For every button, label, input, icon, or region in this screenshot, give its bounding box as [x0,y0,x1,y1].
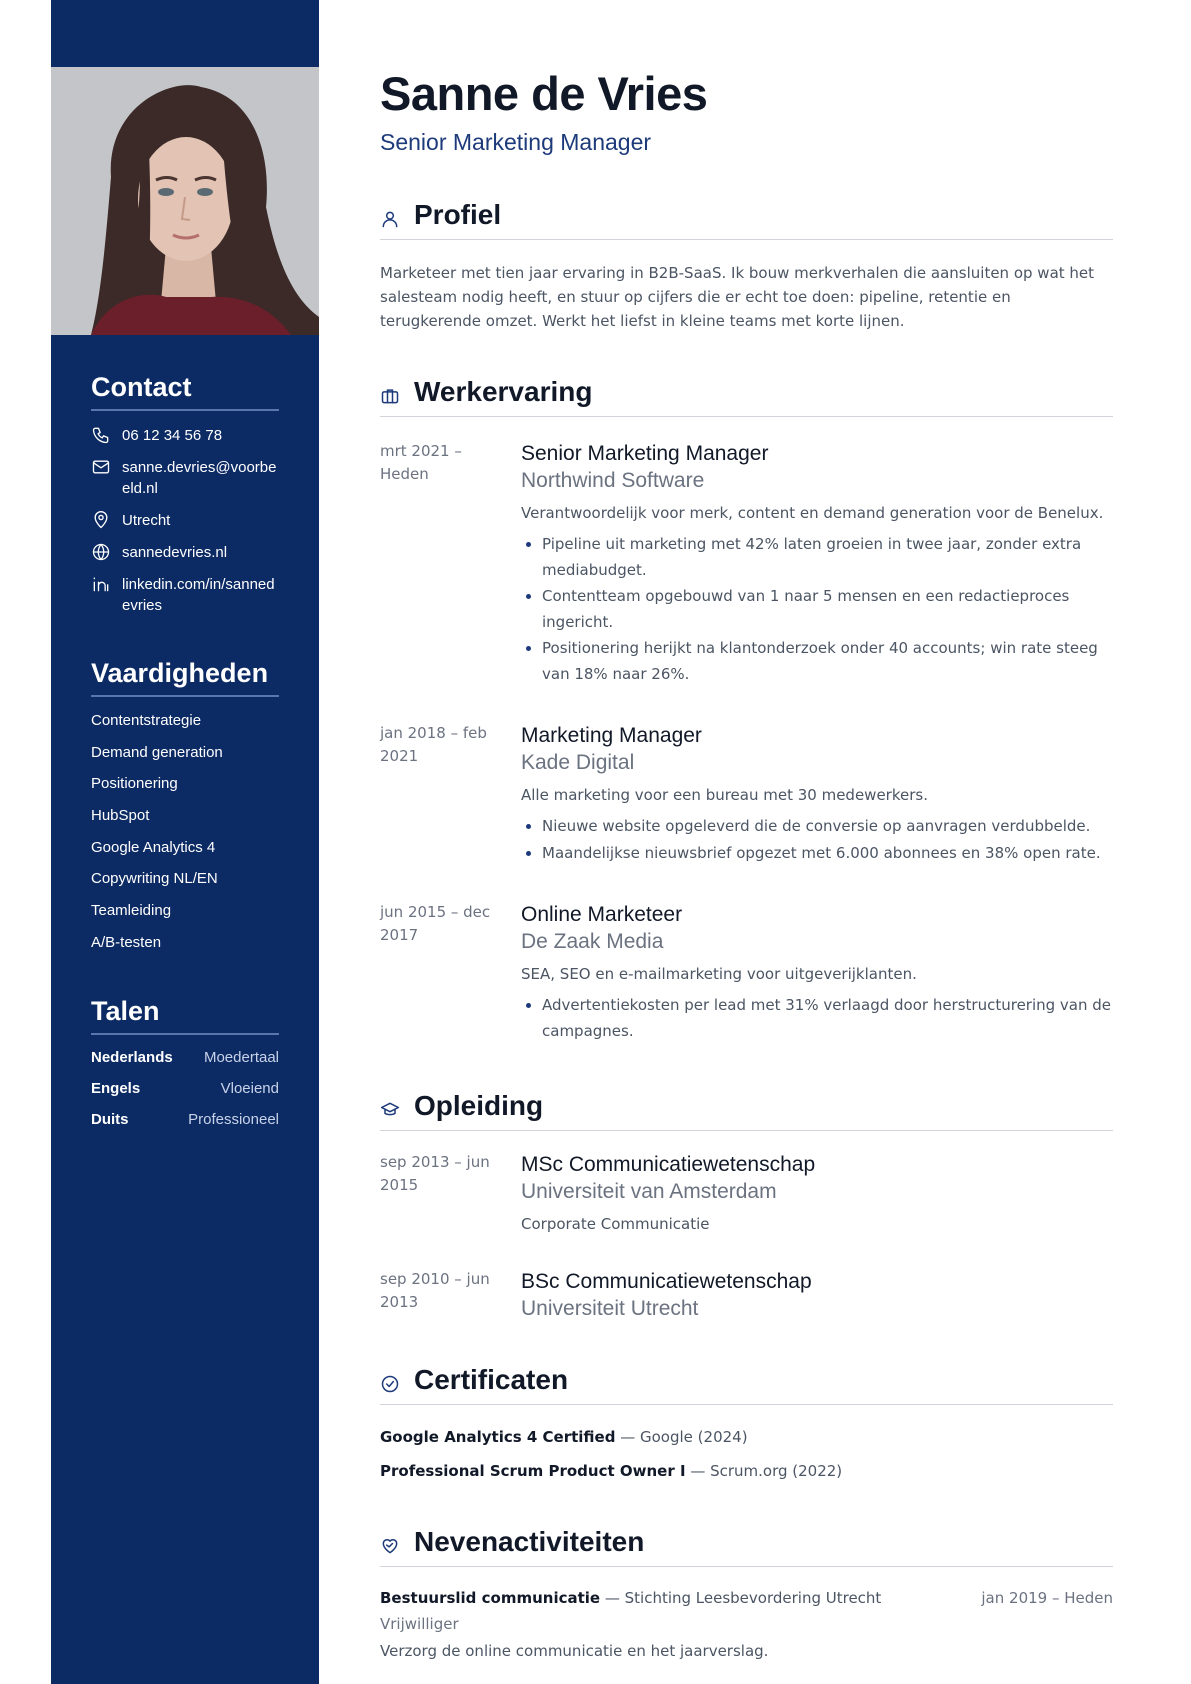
linkedin-icon [91,574,111,594]
education-heading [380,1090,1113,1131]
job-title: Online Marketeer [521,903,683,926]
activity-role: Bestuurslid communicatie [380,1589,601,1607]
skill-item: Demand generation [91,743,223,761]
achievement-item: • Advertentiekosten per lead met 31% verlaagd door herstructurering van de campagnes. [542,993,1113,1044]
side-activities-title: Nevenactiviteiten [414,1526,645,1557]
language-row [91,1080,279,1097]
education-title: Opleiding [414,1090,544,1121]
language-level: Professioneel [188,1111,279,1128]
contact-location [91,510,279,531]
skill-item: Positionering [91,775,178,793]
user-icon [380,209,400,229]
entry-date: sep 2013 – jun 2015 [380,1153,490,1194]
person-role: Senior Marketing Manager [380,129,652,155]
school-name: Universiteit van Amsterdam [521,1180,777,1203]
experience-heading [380,376,1113,417]
degree-title: MSc Communicatiewetenschap [521,1153,816,1176]
language-name: Duits [91,1111,129,1128]
achievement-item: • Maandelijkse nieuwsbrief opgezet met 6.000 abonnees en 38% open rate. [542,841,1113,867]
certificate-item [380,1428,748,1446]
company-name: De Zaak Media [521,930,664,953]
entry-date: mrt 2021 – Heden [380,442,462,483]
activity-date: jan 2019 – Heden [981,1589,1113,1607]
contact-location-text: Utrecht [122,512,171,529]
briefcase-icon [380,386,400,406]
company-name: Northwind Software [521,469,705,492]
activity-type: Vrijwilliger [380,1615,459,1633]
contact-website-text: sannedevries.nl [122,544,228,561]
job-description: Verantwoordelijk voor merk, content en demand generation voor de Benelux. [521,504,1104,522]
skills-section [91,658,279,965]
skill-item: Teamleiding [91,902,172,920]
skill-item: Copywriting NL/EN [91,870,218,888]
entry-date: jun 2015 – dec 2017 [380,903,491,944]
degree-title: BSc Communicatiewetenschap [521,1270,812,1293]
company-name: Kade Digital [521,751,635,774]
school-name: Universiteit Utrecht [521,1297,699,1320]
side-activity-item [380,1589,1113,1607]
location-icon [91,510,111,530]
achievement-item: • Nieuwe website opgeleverd die de conversie op aanvragen verdubbelde. [542,814,1113,840]
language-name: Engels [91,1080,141,1097]
heart-handshake-icon [380,1536,400,1556]
activity-org: — Stichting Leesbevordering Utrecht [600,1589,882,1607]
language-level: Moedertaal [203,1049,279,1066]
badge-check-icon [380,1374,400,1394]
contact-phone-text: 06 12 34 56 78 [122,427,223,444]
contact-linkedin[interactable] [91,574,279,616]
achievement-item: • Contentteam opgebouwd van 1 naar 5 mensen en een redactieproces ingericht. [542,584,1113,635]
contact-website[interactable] [91,542,279,563]
contact-title: Contact [91,372,279,411]
mail-icon [91,457,111,477]
profile-heading [380,199,1113,240]
contact-email[interactable] [91,457,279,499]
certificate-detail: — Scrum.org (2022) [685,1462,843,1480]
side-activities-heading [380,1526,1113,1567]
certificates-heading [380,1364,1113,1405]
person-name: Sanne de Vries [380,67,708,120]
contact-linkedin-text: linkedin.com/in/sannedevries [122,576,275,614]
achievement-list [521,993,1113,1044]
contact-section [91,372,279,627]
activity-description: Verzorg de online communicatie en het jaarverslag. [380,1642,769,1660]
degree-specialisation: Corporate Communicatie [521,1215,710,1233]
job-title: Senior Marketing Manager [521,442,769,465]
skills-title: Vaardigheden [91,658,279,697]
achievement-item: • Positionering herijkt na klantonderzoek onder 40 accounts; win rate steeg van 18% naar 26%. [542,636,1113,687]
experience-title: Werkervaring [414,376,593,407]
language-name: Nederlands [91,1049,173,1066]
language-row [91,1049,279,1066]
sidebar [51,0,319,1684]
language-row [91,1111,279,1128]
skill-item: Contentstrategie [91,712,202,729]
profile-photo [51,67,319,335]
contact-phone[interactable] [91,425,279,446]
certificate-name: Google Analytics 4 Certified [380,1428,616,1446]
skill-item: A/B-testen [91,933,162,951]
language-level: Vloeiend [220,1080,279,1097]
languages-title: Talen [91,996,279,1035]
achievement-list [521,532,1113,687]
job-title: Marketing Manager [521,724,702,747]
achievement-list [521,814,1113,866]
phone-icon [91,425,111,445]
job-description: Alle marketing voor een bureau met 30 medewerkers. [521,786,928,804]
certificates-title: Certificaten [414,1364,569,1395]
entry-date: sep 2010 – jun 2013 [380,1270,490,1311]
job-description: SEA, SEO en e-mailmarketing voor uitgeverijklanten. [521,965,917,983]
certificate-name: Professional Scrum Product Owner I [380,1462,686,1480]
skill-item: Google Analytics 4 [91,838,216,856]
profile-text: Marketeer met tien jaar ervaring in B2B-SaaS. Ik bouw merkverhalen die aansluiten op wat het salesteam nodig heeft, en stuur op cijfers die er echt toe doen: pipeline, retentie en terugkerende omzet. Werkt het liefst in kleine teams met korte lijnen. [380,264,1095,330]
globe-icon [91,542,111,562]
certificate-detail: — Google (2024) [615,1428,748,1446]
certificate-item [380,1462,842,1480]
graduation-cap-icon [380,1100,400,1120]
profile-title: Profiel [414,199,502,230]
contact-email-text: sanne.devries@voorbeeld.nl [122,459,277,497]
entry-date: jan 2018 – feb 2021 [380,724,487,765]
achievement-item: • Pipeline uit marketing met 42% laten groeien in twee jaar, zonder extra mediabudget. [542,532,1113,583]
skill-item: HubSpot [91,807,150,825]
languages-section [91,996,279,1142]
